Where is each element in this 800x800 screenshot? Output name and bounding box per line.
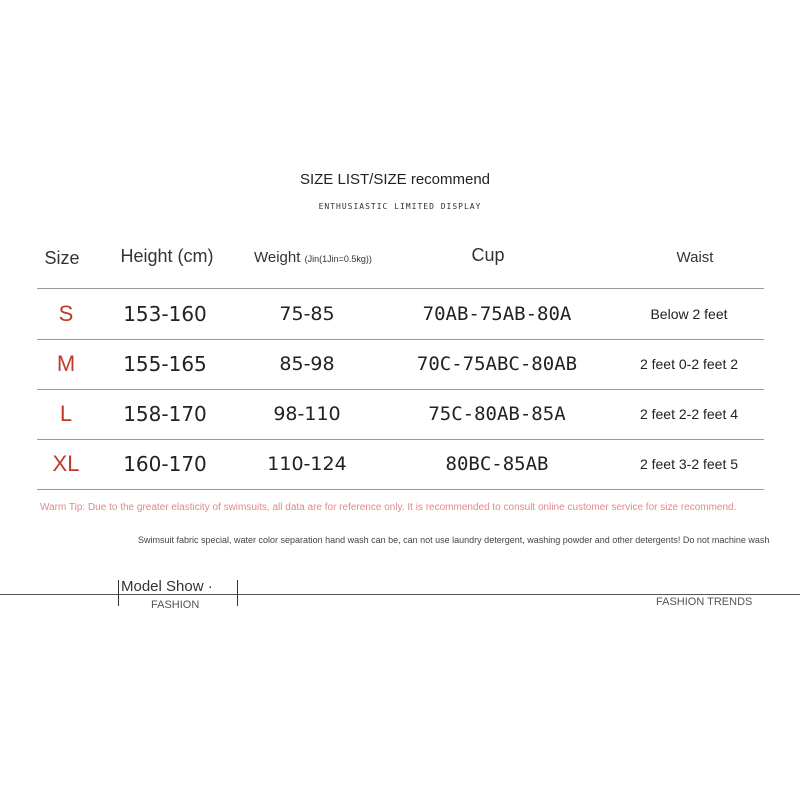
model-show-label: Model Show: [121, 578, 204, 595]
weight-cell: 85-98: [279, 353, 335, 375]
table-row: [0, 289, 800, 339]
section-divider: [0, 594, 800, 595]
page-title: SIZE LIST/SIZE recommend: [299, 171, 491, 188]
model-show-bracket-right: [237, 580, 238, 606]
model-show-heading: [121, 578, 213, 595]
fashion-label: FASHION: [151, 599, 200, 611]
waist-cell: 2 feet 2-2 feet 4: [639, 406, 739, 422]
waist-cell: 2 feet 3-2 feet 5: [639, 456, 739, 472]
model-show-bullet: ·: [207, 578, 213, 595]
warm-tip: Warm Tip: Due to the greater elasticity of swimsuits, all data are for reference only. It is recommended to consult online customer service for size recommend.: [40, 502, 737, 513]
header-weight: [254, 249, 414, 266]
header-cup: Cup: [471, 245, 505, 265]
fashion-trends-label: FASHION TRENDS: [656, 596, 753, 608]
cup-cell: 75C-80AB-85A: [428, 403, 566, 425]
size-cell: L: [59, 401, 73, 426]
page-subtitle: ENTHUSIASTIC LIMITED DISPLAY: [318, 202, 482, 211]
weight-cell: 75-85: [279, 303, 335, 325]
size-cell: M: [56, 351, 76, 376]
size-cell: XL: [52, 451, 80, 476]
weight-cell: 98-110: [273, 403, 341, 425]
weight-cell: 110-124: [267, 453, 347, 475]
waist-cell: Below 2 feet: [650, 306, 728, 322]
height-cell: 155-165: [123, 352, 207, 376]
header-waist: Waist: [676, 249, 714, 266]
table-divider: [37, 489, 764, 490]
height-cell: 153-160: [123, 302, 207, 326]
height-cell: 158-170: [123, 402, 207, 426]
cup-cell: 70AB-75AB-80A: [422, 303, 572, 325]
model-show-bracket-left: [118, 580, 119, 606]
header-height: Height (cm): [120, 246, 214, 266]
table-row: [0, 439, 800, 489]
size-cell: S: [58, 301, 74, 326]
table-row: [0, 389, 800, 439]
table-row: [0, 339, 800, 389]
header-size: Size: [44, 248, 80, 268]
waist-cell: 2 feet 0-2 feet 2: [639, 356, 739, 372]
cup-cell: 80BC-85AB: [445, 453, 549, 475]
height-cell: 160-170: [123, 452, 207, 476]
care-note: Swimsuit fabric special, water color separation hand wash can be, can not use laundry detergent, washing powder and other detergents! Do not machine wash: [138, 535, 770, 545]
header-weight-label: Weight: [254, 249, 301, 266]
cup-cell: 70C-75ABC-80AB: [416, 353, 578, 375]
header-weight-note: (Jin(1Jin=0.5kg)): [304, 254, 372, 264]
